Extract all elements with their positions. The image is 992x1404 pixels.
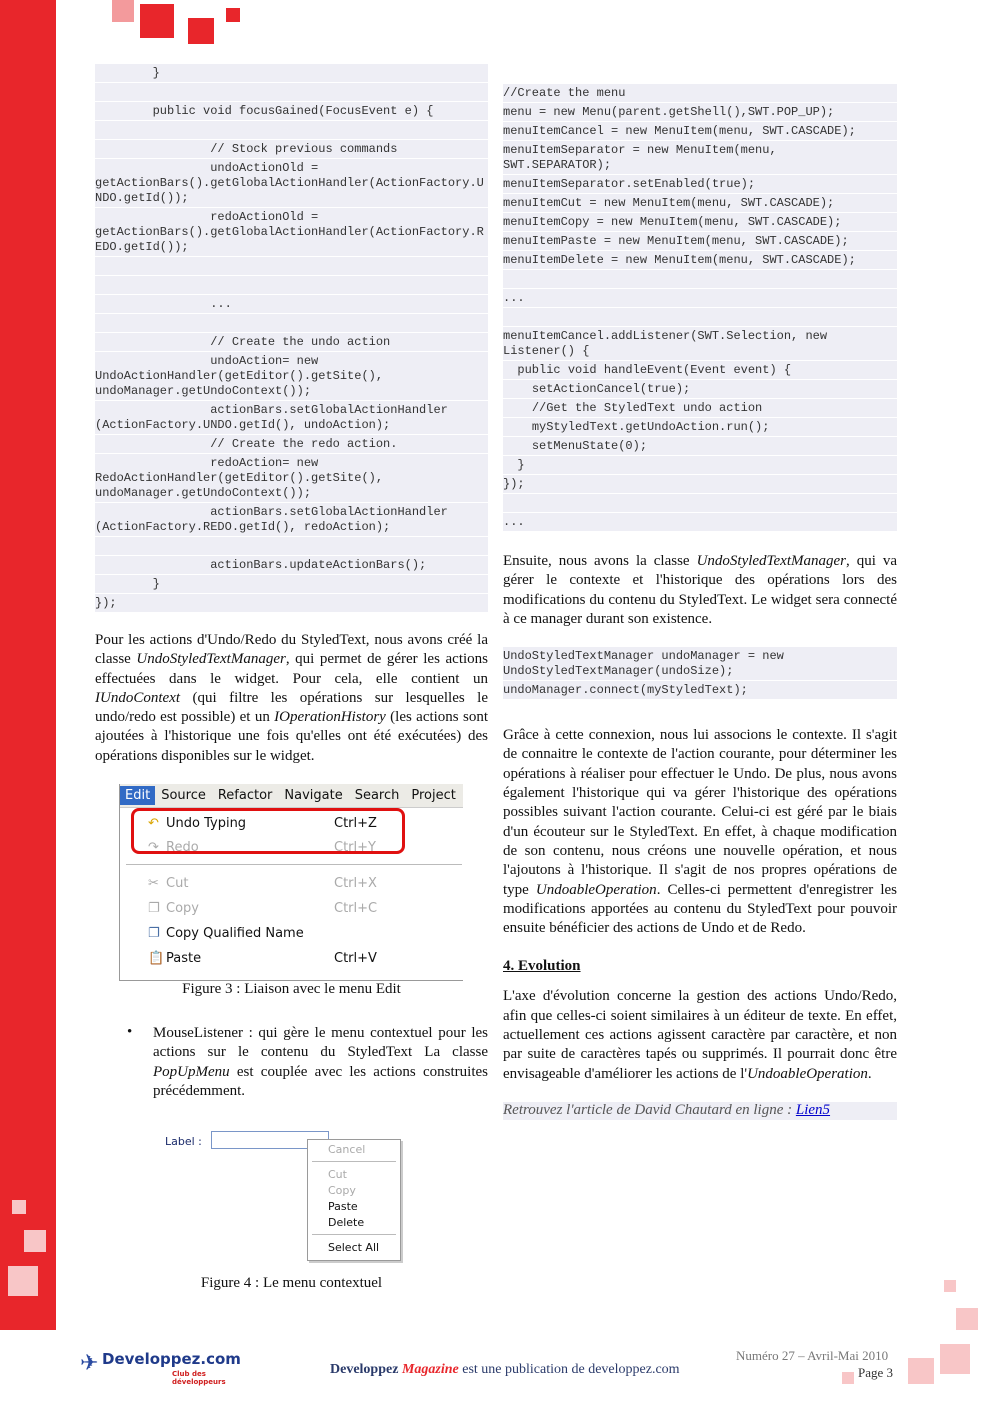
code-line: menuItemPaste = new MenuItem(menu, SWT.CASCADE); bbox=[503, 232, 897, 251]
text: , qui va gérer le contexte et l'historique des opérations lors des modifications du contenu du StyledText. Le widget sera connecté à ce manager durant son existence. bbox=[503, 553, 897, 627]
copy-item[interactable] bbox=[148, 901, 448, 916]
code-block-connect bbox=[503, 647, 897, 700]
copy-shortcut: Ctrl+C bbox=[334, 901, 378, 917]
menu-edit[interactable]: Edit bbox=[120, 786, 155, 805]
deco-square bbox=[188, 18, 214, 44]
code-line: redoActionOld = getActionBars().getGlobalActionHandler(ActionFactory.REDO.getId()); bbox=[95, 208, 488, 257]
code-line: setMenuState(0); bbox=[503, 437, 897, 456]
code-line bbox=[95, 257, 488, 276]
menu-item-cancel[interactable]: Cancel bbox=[328, 1143, 366, 1157]
eclipse-menubar bbox=[120, 784, 463, 808]
code-line: ... bbox=[95, 295, 488, 314]
code-line bbox=[95, 83, 488, 102]
paste-item[interactable] bbox=[148, 951, 448, 966]
code-line bbox=[503, 494, 897, 513]
deco-square bbox=[12, 1200, 26, 1214]
code-line bbox=[95, 121, 488, 140]
code-line: ... bbox=[503, 289, 897, 308]
bullet-text bbox=[153, 1024, 488, 1101]
menu-item-delete[interactable]: Delete bbox=[328, 1216, 365, 1230]
code-line: UndoStyledTextManager undoManager = new UndoStyledTextManager(undoSize); bbox=[503, 647, 897, 681]
code-line: menuItemCancel.addListener(SWT.Selection, new Listener() { bbox=[503, 327, 897, 361]
scissors-icon: ✂ bbox=[148, 876, 159, 892]
text: L'axe d'évolution concerne la gestion des actions Undo/Redo, afin que celles-ci soient similaires à un éditeur de texte. En effet, actuellement ces actions agissent caractère par caractère, et non par suite de caractères tapés ou supprimés. Il pourrait donc être envisageable d'améliorer les actions de l' bbox=[503, 988, 897, 1082]
class-name: IUndoContext bbox=[95, 689, 180, 706]
mag-publisher: est une publication de developpez.com bbox=[458, 1362, 680, 1377]
logo-icon: ✈ bbox=[80, 1350, 99, 1375]
code-line bbox=[503, 308, 897, 327]
figure-4-caption: Figure 4 : Le menu contextuel bbox=[200, 1275, 383, 1292]
code-line: undoAction= new UndoActionHandler(getEditor().getSite(), undoManager.getUndoContext()); bbox=[95, 352, 488, 401]
code-block-menu bbox=[503, 84, 897, 532]
text: est couplée avec les actions construites précédemment. bbox=[153, 1063, 488, 1099]
class-name: UndoableOperation bbox=[535, 881, 657, 898]
deco-square bbox=[140, 4, 174, 38]
deco-square bbox=[940, 1344, 970, 1374]
code-line: // Stock previous commands bbox=[95, 140, 488, 159]
deco-square bbox=[908, 1358, 934, 1384]
copy-qualified-label: Copy Qualified Name bbox=[166, 926, 304, 942]
menu-item-copy[interactable]: Copy bbox=[328, 1184, 356, 1198]
class-name: UndoStyledTextManager bbox=[696, 553, 846, 569]
text: Ensuite, nous avons la classe bbox=[503, 553, 697, 569]
logo-subtitle: Club des développeurs bbox=[172, 1370, 226, 1386]
code-line: // Create the undo action bbox=[95, 333, 488, 352]
mag-name-a: Developpez bbox=[330, 1362, 402, 1377]
code-line: } bbox=[95, 64, 488, 83]
copy-qualified-item[interactable] bbox=[148, 926, 448, 941]
right-paragraph-2 bbox=[503, 726, 897, 938]
copy-label: Copy bbox=[166, 901, 199, 917]
code-block-focus bbox=[95, 64, 488, 613]
code-line: ... bbox=[503, 513, 897, 532]
code-line bbox=[95, 276, 488, 295]
class-name: UndoableOperation bbox=[747, 1065, 868, 1082]
text: Pour les actions d'Undo/Redo du StyledText, nous avons créé la classe bbox=[95, 632, 488, 668]
code-line: actionBars.updateActionBars(); bbox=[95, 556, 488, 575]
undo-shortcut: Ctrl+Z bbox=[334, 816, 377, 832]
cut-label: Cut bbox=[166, 876, 189, 892]
code-line: //Create the menu bbox=[503, 84, 897, 103]
text: Grâce à cette connexion, nous lui associons le contexte. Il s'agit de connaitre le contexte de l'action courante, pour déterminer les opérations à réaliser pour effectuer le Undo. De plus, nous avons également l'historique qui va gérer l'historique des opérations possibles suivant l'action courante. Celui-ci est géré par le biais d'un écouteur sur le StyledText. En effet, à chaque modification de son contenu, nous créons une nouvelle opération, et nous l'ajoutons à l'historique. Il s'agit de nos propres opérations de type bbox=[503, 727, 897, 898]
undo-icon: ↶ bbox=[148, 816, 159, 832]
field-label: Label : bbox=[165, 1135, 202, 1149]
right-paragraph-3 bbox=[503, 987, 897, 1083]
cut-item[interactable] bbox=[148, 876, 448, 891]
right-column bbox=[503, 84, 897, 1120]
context-menu bbox=[307, 1139, 401, 1261]
menu-separator bbox=[312, 1161, 396, 1162]
issue-number: Numéro 27 – Avril-Mai 2010 bbox=[736, 1348, 889, 1363]
page-number: Page 3 bbox=[858, 1365, 894, 1380]
code-line: menuItemCancel = new MenuItem(menu, SWT.CASCADE); bbox=[503, 122, 897, 141]
right-paragraph-1 bbox=[503, 552, 897, 629]
code-line: redoAction= new RedoActionHandler(getEditor().getSite(), undoManager.getUndoContext()); bbox=[95, 454, 488, 503]
paste-icon: 📋 bbox=[148, 951, 165, 967]
figure-4 bbox=[165, 1131, 405, 1261]
article-link[interactable]: Lien5 bbox=[795, 1101, 831, 1118]
menu-navigate[interactable]: Navigate bbox=[284, 788, 343, 804]
text: . bbox=[867, 1065, 872, 1082]
code-line: //Get the StyledText undo action bbox=[503, 399, 897, 418]
paste-label: Paste bbox=[166, 951, 202, 967]
deco-square bbox=[112, 0, 134, 22]
retrouvez-text: Retrouvez l'article de David Chautard en ligne : bbox=[503, 1101, 796, 1118]
retrouvez-box bbox=[503, 1102, 897, 1120]
menu-separator bbox=[312, 1234, 396, 1235]
code-line: undoActionOld = getActionBars().getGlobalActionHandler(ActionFactory.UNDO.getId()); bbox=[95, 159, 488, 208]
redo-label: Redo bbox=[166, 840, 199, 856]
menu-item-paste[interactable]: Paste bbox=[328, 1200, 358, 1214]
deco-square bbox=[226, 8, 240, 22]
menu-refactor[interactable]: Refactor bbox=[217, 788, 273, 804]
code-line: menuItemSeparator.setEnabled(true); bbox=[503, 175, 897, 194]
class-name: PopUpMenu bbox=[153, 1063, 230, 1080]
copy-qualified-icon: ❐ bbox=[148, 926, 160, 942]
menu-source[interactable]: Source bbox=[161, 788, 206, 804]
code-line: }); bbox=[503, 475, 897, 494]
code-line bbox=[503, 270, 897, 289]
text: . Celles-ci permettent d'enregistrer les modifications apportées au contenu du StyledText pour pouvoir ensuite bénéficier des actions de Undo et de Redo. bbox=[503, 881, 897, 937]
code-line: menuItemCopy = new MenuItem(menu, SWT.CASCADE); bbox=[503, 213, 897, 232]
code-line: actionBars.setGlobalActionHandler (ActionFactory.REDO.getId(), redoAction); bbox=[95, 503, 488, 537]
text: (les actions sont ajoutées à l'historique une fois qu'elles ont été exécutées) des opérations disponibles sur le widget. bbox=[95, 709, 488, 764]
code-line: menuItemSeparator = new MenuItem(menu, SWT.SEPARATOR); bbox=[503, 141, 897, 175]
bullet-dot: • bbox=[127, 1024, 133, 1041]
logo-text: Developpez.com bbox=[102, 1350, 241, 1368]
menu-item-cut[interactable]: Cut bbox=[328, 1168, 347, 1182]
code-line bbox=[95, 537, 488, 556]
code-line: public void focusGained(FocusEvent e) { bbox=[95, 102, 488, 121]
text: (qui filtre les opérations sur lesquelles le undo/redo est possible) et un bbox=[95, 689, 488, 726]
class-name: IOperationHistory bbox=[274, 709, 386, 726]
code-line: public void handleEvent(Event event) { bbox=[503, 361, 897, 380]
redo-icon: ↷ bbox=[148, 840, 159, 856]
code-line: menu = new Menu(parent.getShell(),SWT.POP_UP); bbox=[503, 103, 897, 122]
mag-name-b: Magazine bbox=[401, 1362, 459, 1377]
undo-label: Undo Typing bbox=[166, 816, 247, 832]
deco-square bbox=[944, 1280, 956, 1292]
code-line: } bbox=[503, 456, 897, 475]
code-line: menuItemCut = new MenuItem(menu, SWT.CASCADE); bbox=[503, 194, 897, 213]
cut-shortcut: Ctrl+X bbox=[334, 876, 377, 892]
code-line: }); bbox=[95, 594, 488, 613]
figure-3-caption: Figure 3 : Liaison avec le menu Edit bbox=[182, 981, 401, 998]
code-line: // Create the redo action. bbox=[95, 435, 488, 454]
deco-square bbox=[8, 1266, 38, 1296]
code-line: setActionCancel(true); bbox=[503, 380, 897, 399]
redo-shortcut: Ctrl+Y bbox=[334, 840, 376, 856]
code-line: undoManager.connect(myStyledText); bbox=[503, 681, 897, 700]
left-column bbox=[95, 64, 488, 1292]
deco-square bbox=[956, 1308, 978, 1330]
menu-separator bbox=[126, 864, 462, 865]
bullet-item bbox=[95, 1024, 488, 1101]
code-line: menuItemDelete = new MenuItem(menu, SWT.CASCADE); bbox=[503, 251, 897, 270]
text: MouseListener : qui gère le menu contextuel pour les actions sur le contenu du StyledText La classe bbox=[153, 1025, 488, 1061]
left-red-bar bbox=[0, 0, 56, 1330]
deco-square bbox=[842, 1372, 854, 1384]
section-title: 4. Evolution bbox=[503, 958, 581, 975]
menu-search[interactable]: Search bbox=[354, 788, 400, 804]
menu-item-select-all[interactable]: Select All bbox=[328, 1241, 380, 1255]
left-paragraph bbox=[95, 631, 488, 766]
paste-shortcut: Ctrl+V bbox=[334, 951, 377, 967]
code-line: myStyledText.getUndoAction.run(); bbox=[503, 418, 897, 437]
code-line bbox=[95, 314, 488, 333]
magazine-line bbox=[330, 1362, 680, 1378]
copy-icon: ❐ bbox=[148, 901, 160, 917]
code-line: } bbox=[95, 575, 488, 594]
figure-3 bbox=[119, 784, 463, 981]
text: , qui permet de gérer les actions effectuées dans le widget. Pour cela, elle contient un bbox=[95, 651, 488, 687]
developpez-logo bbox=[80, 1348, 241, 1386]
menu-project[interactable]: Project bbox=[411, 788, 456, 804]
code-line: actionBars.setGlobalActionHandler (ActionFactory.UNDO.getId(), undoAction); bbox=[95, 401, 488, 435]
highlight-outline bbox=[131, 808, 405, 854]
class-name: UndoStyledTextManager bbox=[136, 651, 286, 668]
deco-square bbox=[24, 1230, 46, 1252]
